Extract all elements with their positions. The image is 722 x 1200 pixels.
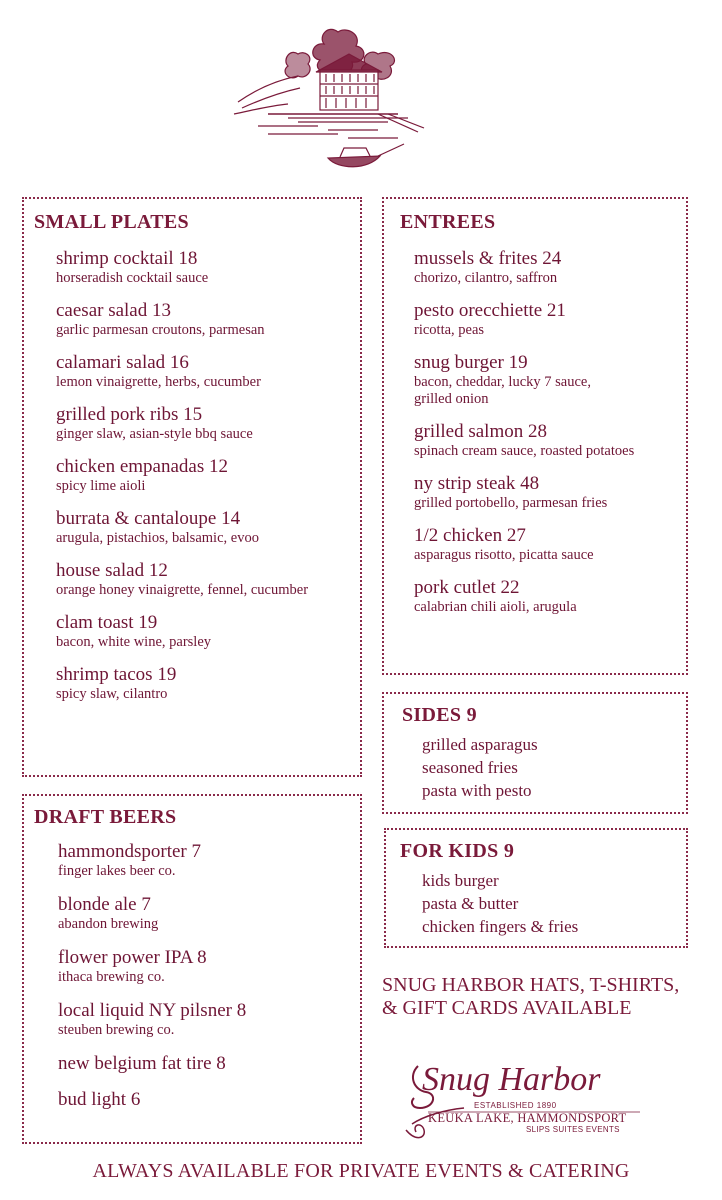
item-name: mussels & frites 24 [414, 248, 562, 269]
item-name: hammondsporter 7 [58, 841, 202, 862]
item-desc-continued: grilled onion [414, 391, 489, 407]
menu-item [58, 1000, 348, 1039]
menu-item [414, 248, 676, 287]
item-desc: spinach cream sauce, roasted potatoes [414, 443, 635, 459]
merch-line-2: & GIFT CARDS AVAILABLE [382, 997, 632, 1019]
item-name: bud light 6 [58, 1089, 141, 1110]
list-item: pasta & butter [422, 894, 519, 913]
logo-location: KEUKA LAKE, HAMMONDSPORT [428, 1111, 627, 1125]
menu-item [56, 560, 348, 599]
item-name: chicken empanadas 12 [56, 456, 228, 477]
item-name: burrata & cantaloupe 14 [56, 508, 241, 529]
menu-item [56, 508, 348, 547]
item-desc: orange honey vinaigrette, fennel, cucumber [56, 582, 309, 598]
menu-item [58, 894, 348, 933]
item-desc: spicy lime aioli [56, 478, 146, 494]
menu-item [414, 525, 676, 564]
merch-notice [382, 974, 718, 1020]
item-name: 1/2 chicken 27 [414, 525, 526, 546]
menu-item [58, 841, 348, 880]
item-name: clam toast 19 [56, 612, 158, 633]
item-desc: ithaca brewing co. [58, 969, 165, 985]
menu-item [414, 473, 676, 512]
logo-tagline: SLIPS SUITES EVENTS [526, 1125, 620, 1134]
item-name: local liquid NY pilsner 8 [58, 1000, 247, 1021]
item-desc: ricotta, peas [414, 322, 485, 338]
entrees-title: ENTREES [400, 211, 496, 233]
lake-house-illustration-icon [228, 14, 428, 184]
menu-item [56, 300, 348, 339]
small-plates-title: SMALL PLATES [34, 211, 189, 233]
list-item: chicken fingers & fries [422, 917, 579, 936]
menu-item [414, 577, 676, 616]
logo-established: ESTABLISHED 1890 [474, 1101, 557, 1110]
kids-section [384, 828, 688, 948]
entrees-section [382, 197, 688, 675]
menu-item [58, 1089, 348, 1111]
item-name: new belgium fat tire 8 [58, 1053, 226, 1074]
item-name: grilled pork ribs 15 [56, 404, 203, 425]
sides-title: SIDES 9 [402, 704, 477, 726]
item-name: grilled salmon 28 [414, 421, 547, 442]
item-name: shrimp tacos 19 [56, 664, 177, 685]
list-item: seasoned fries [422, 758, 518, 777]
menu-item [58, 947, 348, 986]
menu-item [56, 404, 348, 443]
item-desc: grilled portobello, parmesan fries [414, 495, 608, 511]
list-item: kids burger [422, 871, 499, 890]
menu-item [56, 664, 348, 703]
item-desc: chorizo, cilantro, saffron [414, 270, 558, 286]
item-desc: finger lakes beer co. [58, 863, 176, 879]
item-desc: steuben brewing co. [58, 1022, 175, 1038]
menu-item [414, 300, 676, 339]
draft-beers-title: DRAFT BEERS [34, 806, 177, 828]
menu-item [56, 612, 348, 651]
item-desc: garlic parmesan croutons, parmesan [56, 322, 265, 338]
item-name: snug burger 19 [414, 352, 528, 373]
item-name: flower power IPA 8 [58, 947, 207, 968]
snug-harbor-logo [404, 1046, 654, 1146]
sides-section [382, 692, 688, 814]
merch-line-1: SNUG HARBOR HATS, T-SHIRTS, [382, 974, 680, 996]
item-name: ny strip steak 48 [414, 473, 540, 494]
menu-item [414, 421, 676, 460]
draft-beers-section [22, 794, 362, 1144]
list-item: grilled asparagus [422, 735, 538, 754]
item-desc: abandon brewing [58, 916, 159, 932]
menu-item [56, 352, 348, 391]
item-name: blonde ale 7 [58, 894, 151, 915]
item-name: shrimp cocktail 18 [56, 248, 198, 269]
item-desc: asparagus risotto, picatta sauce [414, 547, 594, 563]
kids-title: FOR KIDS 9 [400, 840, 515, 862]
item-desc: lemon vinaigrette, herbs, cucumber [56, 374, 261, 390]
item-name: calamari salad 16 [56, 352, 189, 373]
item-desc: ginger slaw, asian-style bbq sauce [56, 426, 253, 442]
item-name: house salad 12 [56, 560, 168, 581]
item-name: pork cutlet 22 [414, 577, 520, 598]
small-plates-section [22, 197, 362, 777]
item-desc: arugula, pistachios, balsamic, evoo [56, 530, 259, 546]
item-desc: bacon, white wine, parsley [56, 634, 212, 650]
item-desc: bacon, cheddar, lucky 7 sauce, [414, 374, 591, 390]
menu-item [414, 352, 676, 408]
footer-notice: ALWAYS AVAILABLE FOR PRIVATE EVENTS & CATERING [92, 1160, 630, 1182]
menu-item [56, 248, 348, 287]
list-item: pasta with pesto [422, 781, 532, 800]
item-name: caesar salad 13 [56, 300, 171, 321]
logo-name: Snug Harbor [422, 1061, 601, 1098]
menu-item [58, 1053, 348, 1075]
item-desc: calabrian chili aioli, arugula [414, 599, 577, 615]
menu-item [56, 456, 348, 495]
item-desc: horseradish cocktail sauce [56, 270, 209, 286]
item-name: pesto orecchiette 21 [414, 300, 566, 321]
item-desc: spicy slaw, cilantro [56, 686, 168, 702]
